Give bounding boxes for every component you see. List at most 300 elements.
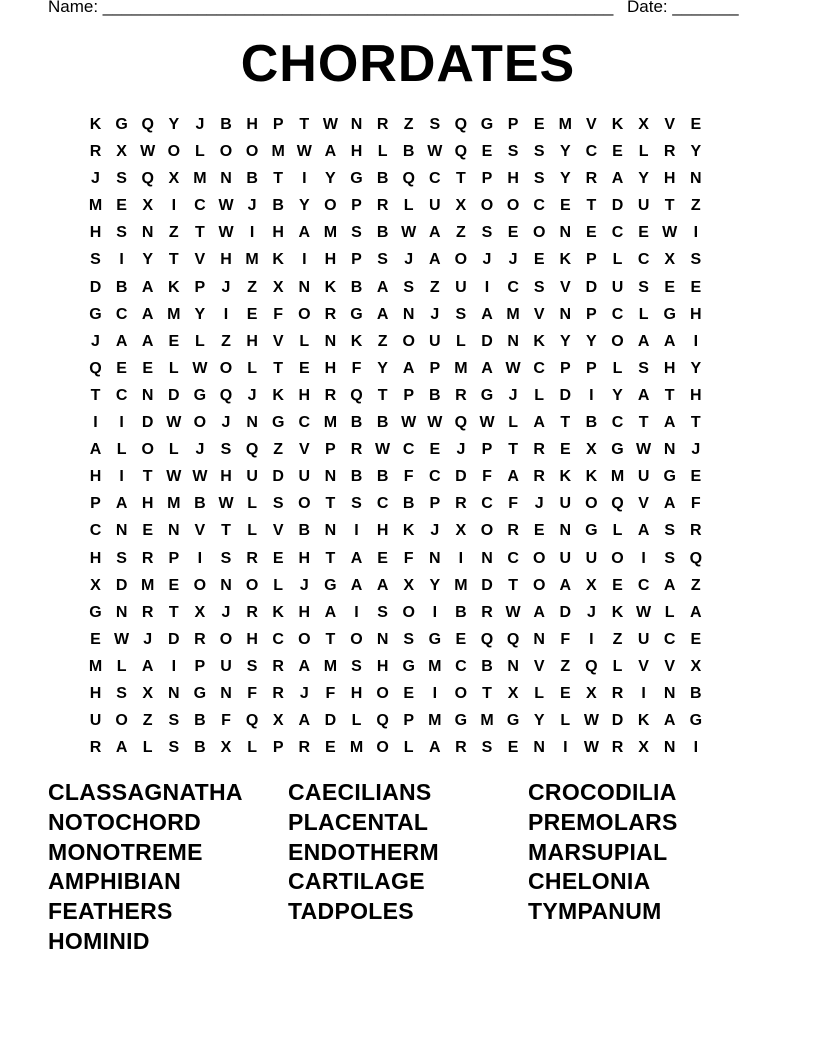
grid-cell: A	[533, 603, 545, 621]
grid-cell: J	[221, 414, 231, 432]
grid-cell: E	[559, 197, 571, 215]
grid-cell: Y	[690, 359, 702, 377]
grid-cell: X	[586, 576, 597, 594]
grid-cell: N	[376, 630, 389, 648]
grid-cell: G	[585, 522, 598, 540]
grid-cell: X	[272, 278, 284, 296]
grid-cell: Q	[89, 359, 102, 377]
grid-cell: L	[299, 332, 310, 350]
grid-cell: A	[637, 332, 650, 350]
grid-cell: A	[533, 414, 545, 432]
grid-cell: C	[115, 305, 128, 323]
grid-cell: P	[351, 251, 362, 269]
grid-cell: M	[88, 657, 103, 675]
grid-cell: M	[323, 657, 338, 675]
grid-cell: D	[141, 414, 154, 432]
grid-cell: R	[350, 441, 363, 459]
grid-cell: Z	[273, 441, 284, 459]
grid-cell: M	[610, 468, 625, 486]
grid-cell: I	[197, 549, 203, 567]
grid-cell: R	[89, 143, 102, 161]
grid-cell: P	[586, 359, 597, 377]
grid-cell: U	[429, 332, 441, 350]
grid-cell: M	[167, 305, 181, 323]
grid-cell: O	[298, 630, 311, 648]
grid-cell: M	[323, 414, 338, 432]
grid-cell: S	[116, 224, 127, 242]
grid-cell: O	[115, 712, 128, 730]
grid-cell: I	[693, 332, 699, 350]
grid-cell: N	[663, 739, 676, 757]
grid-cell: E	[272, 549, 284, 567]
grid-cell: N	[324, 522, 337, 540]
grid-cell: T	[273, 359, 284, 377]
word-list-item: CROCODILIA	[528, 779, 677, 805]
grid-cell: Z	[690, 197, 701, 215]
grid-cell: P	[481, 441, 493, 459]
grid-cell: O	[245, 143, 259, 161]
grid-cell: B	[690, 684, 702, 702]
grid-cell: J	[247, 197, 257, 215]
grid-cell: P	[586, 305, 597, 323]
grid-cell: A	[429, 224, 441, 242]
grid-cell: N	[115, 603, 128, 621]
grid-cell: D	[559, 386, 572, 404]
grid-cell: V	[638, 657, 649, 675]
grid-cell: A	[376, 278, 389, 296]
grid-cell: K	[533, 332, 545, 350]
grid-cell: O	[454, 251, 468, 269]
grid-cell: A	[324, 603, 337, 621]
grid-cell: F	[403, 549, 414, 567]
grid-cell: M	[454, 359, 468, 377]
grid-cell: T	[90, 386, 101, 404]
grid-cell: L	[403, 739, 414, 757]
grid-cell: C	[611, 305, 624, 323]
grid-cell: N	[507, 657, 519, 675]
grid-cell: Y	[298, 197, 310, 215]
grid-cell: R	[272, 684, 284, 702]
word-list-item: CHELONIA	[528, 868, 651, 895]
grid-cell: J	[691, 441, 701, 459]
grid-cell: H	[376, 657, 389, 675]
grid-cell: J	[91, 170, 100, 188]
grid-cell: B	[402, 495, 415, 513]
grid-cell: U	[637, 468, 650, 486]
grid-cell: Q	[245, 712, 259, 730]
grid-cell: T	[221, 522, 231, 540]
grid-cell: P	[403, 386, 415, 404]
grid-cell: W	[427, 414, 443, 432]
grid-cell: E	[142, 359, 154, 377]
grid-cell: J	[508, 386, 518, 404]
grid-cell: G	[454, 712, 468, 730]
grid-cell: B	[220, 116, 232, 133]
grid-cell: E	[403, 684, 415, 702]
grid-cell: M	[428, 712, 442, 730]
grid-cell: K	[272, 386, 284, 404]
grid-cell: R	[298, 739, 311, 757]
grid-cell: K	[559, 468, 572, 486]
grid-cell: H	[350, 684, 363, 702]
grid-cell: P	[168, 549, 180, 567]
grid-cell: Q	[480, 630, 494, 648]
grid-cell: K	[559, 251, 572, 269]
grid-cell: B	[585, 414, 598, 432]
grid-cell: J	[91, 332, 100, 350]
grid-cell: Q	[611, 495, 624, 513]
grid-cell: V	[533, 657, 545, 675]
grid-cell: X	[116, 143, 127, 161]
grid-cell: L	[168, 441, 179, 459]
grid-cell: X	[455, 197, 467, 215]
grid-cell: H	[376, 522, 389, 540]
grid-cell: C	[663, 630, 676, 648]
grid-cell: F	[508, 495, 518, 513]
grid-cell: P	[90, 495, 101, 513]
grid-cell: S	[533, 278, 545, 296]
grid-cell: Y	[559, 170, 571, 188]
grid-cell: I	[302, 170, 307, 188]
grid-cell: Y	[638, 170, 649, 188]
grid-cell: V	[298, 441, 310, 459]
grid-cell: M	[480, 712, 494, 730]
grid-cell: B	[455, 603, 467, 621]
grid-cell: Q	[219, 386, 233, 404]
grid-cell: Q	[454, 414, 468, 432]
grid-cell: V	[533, 305, 545, 323]
grid-cell: P	[194, 657, 206, 675]
grid-cell: F	[325, 684, 336, 702]
grid-cell: N	[324, 468, 337, 486]
name-field-label: Name: ______________________________________________________	[48, 0, 614, 16]
grid-cell: J	[508, 251, 518, 269]
grid-cell: B	[376, 414, 389, 432]
grid-cell: P	[507, 116, 519, 133]
grid-cell: E	[142, 522, 154, 540]
grid-cell: D	[611, 712, 624, 730]
grid-cell: C	[533, 197, 545, 215]
grid-cell: L	[168, 359, 179, 377]
grid-cell: I	[589, 630, 594, 648]
word-list-item: FEATHERS	[48, 898, 173, 925]
word-list-item: TADPOLES	[288, 898, 414, 925]
grid-cell: M	[506, 305, 520, 323]
grid-cell: A	[481, 359, 493, 377]
grid-cell: Y	[377, 359, 388, 377]
grid-cell: A	[350, 576, 363, 594]
grid-cell: S	[377, 603, 388, 621]
grid-cell: U	[455, 278, 467, 296]
grid-cell: T	[664, 197, 675, 215]
grid-cell: D	[272, 468, 284, 486]
grid-cell: G	[611, 441, 624, 459]
grid-cell: H	[89, 549, 102, 567]
grid-cell: O	[402, 332, 415, 350]
grid-cell: A	[559, 576, 572, 594]
grid-cell: V	[638, 495, 649, 513]
grid-cell: C	[194, 197, 206, 215]
grid-cell: I	[354, 522, 359, 540]
grid-cell: T	[482, 684, 492, 702]
grid-cell: W	[218, 224, 234, 242]
grid-cell: Y	[586, 332, 597, 350]
grid-cell: X	[90, 576, 101, 594]
grid-cell: Z	[690, 576, 701, 594]
grid-cell: L	[142, 739, 153, 757]
grid-cell: G	[193, 386, 207, 404]
grid-cell: K	[272, 603, 284, 621]
grid-cell: N	[168, 684, 180, 702]
grid-cell: O	[167, 143, 181, 161]
grid-cell: U	[559, 549, 572, 567]
grid-cell: O	[219, 359, 233, 377]
grid-cell: T	[325, 549, 336, 567]
grid-cell: N	[220, 170, 232, 188]
grid-cell: N	[298, 278, 311, 296]
grid-cell: E	[116, 359, 127, 377]
grid-cell: Y	[612, 386, 623, 404]
grid-cell: A	[429, 739, 441, 757]
grid-cell: E	[586, 224, 597, 242]
grid-cell: F	[482, 468, 492, 486]
grid-cell: M	[141, 576, 155, 594]
grid-cell: N	[220, 576, 232, 594]
grid-cell: L	[456, 332, 466, 350]
grid-cell: Q	[402, 170, 415, 188]
grid-cell: W	[505, 359, 521, 377]
grid-cell: E	[455, 630, 467, 648]
grid-cell: L	[612, 251, 623, 269]
grid-cell: I	[641, 549, 646, 567]
grid-cell: O	[506, 197, 520, 215]
grid-cell: H	[324, 359, 337, 377]
grid-cell: X	[664, 251, 676, 269]
grid-cell: F	[273, 305, 284, 323]
grid-cell: E	[690, 116, 702, 133]
grid-cell: H	[663, 170, 676, 188]
grid-cell: L	[247, 739, 257, 757]
grid-cell: T	[508, 441, 518, 459]
grid-cell: X	[168, 170, 180, 188]
grid-cell: N	[663, 684, 676, 702]
grid-cell: R	[533, 468, 545, 486]
word-list-item: PREMOLARS	[528, 808, 678, 835]
grid-cell: E	[481, 143, 493, 161]
grid-cell: C	[611, 224, 624, 242]
grid-cell: Y	[168, 116, 180, 133]
grid-cell: Z	[377, 332, 388, 350]
grid-cell: P	[429, 359, 441, 377]
grid-cell: N	[429, 549, 441, 567]
page-title: CHORDATES	[240, 35, 576, 93]
grid-cell: S	[403, 630, 415, 648]
grid-cell: S	[116, 684, 127, 702]
grid-cell: R	[141, 549, 154, 567]
grid-cell: J	[299, 576, 309, 594]
grid-cell: N	[168, 522, 180, 540]
grid-cell: V	[586, 116, 597, 133]
grid-cell: O	[298, 495, 311, 513]
grid-cell: G	[115, 116, 128, 133]
grid-cell: J	[299, 684, 309, 702]
grid-cell: B	[376, 170, 389, 188]
grid-cell: P	[325, 441, 336, 459]
grid-cell: A	[611, 170, 624, 188]
grid-cell: G	[89, 603, 102, 621]
grid-cell: A	[637, 522, 650, 540]
grid-cell: R	[690, 522, 702, 540]
grid-cell: S	[246, 657, 258, 675]
grid-cell: A	[141, 332, 154, 350]
grid-cell: N	[663, 441, 676, 459]
grid-cell: R	[324, 386, 337, 404]
grid-cell: R	[194, 630, 206, 648]
grid-cell: W	[636, 441, 652, 459]
grid-cell: G	[480, 386, 494, 404]
grid-cell: A	[637, 386, 650, 404]
grid-cell: O	[454, 684, 468, 702]
grid-cell: U	[298, 468, 311, 486]
grid-cell: T	[586, 197, 597, 215]
grid-cell: W	[218, 197, 234, 215]
grid-cell: A	[663, 495, 676, 513]
grid-cell: I	[458, 549, 464, 567]
grid-cell: A	[298, 224, 311, 242]
grid-cell: I	[171, 197, 177, 215]
grid-cell: Y	[142, 251, 154, 269]
grid-cell: P	[272, 739, 284, 757]
grid-cell: E	[116, 197, 127, 215]
grid-cell: N	[507, 332, 519, 350]
grid-cell: H	[246, 332, 258, 350]
grid-cell: X	[507, 684, 519, 702]
grid-cell: E	[298, 359, 310, 377]
grid-cell: Z	[560, 657, 571, 675]
grid-cell: I	[484, 278, 490, 296]
grid-cell: W	[192, 468, 208, 486]
grid-cell: S	[220, 441, 232, 459]
grid-cell: W	[166, 468, 182, 486]
grid-cell: E	[690, 468, 702, 486]
grid-cell: Q	[376, 712, 389, 730]
grid-cell: E	[325, 739, 336, 757]
grid-cell: O	[193, 576, 207, 594]
grid-cell: T	[456, 170, 466, 188]
grid-cell: J	[430, 522, 440, 540]
grid-cell: V	[559, 278, 571, 296]
grid-cell: W	[114, 630, 130, 648]
grid-cell: K	[168, 278, 180, 296]
grid-cell: C	[298, 414, 311, 432]
grid-cell: J	[221, 278, 231, 296]
grid-cell: L	[403, 197, 414, 215]
grid-cell: C	[481, 495, 493, 513]
grid-cell: F	[351, 359, 362, 377]
grid-cell: G	[663, 468, 676, 486]
grid-cell: X	[690, 657, 702, 675]
grid-cell: B	[402, 143, 415, 161]
grid-cell: A	[663, 414, 676, 432]
grid-cell: U	[585, 549, 598, 567]
grid-cell: T	[325, 495, 336, 513]
grid-cell: Q	[454, 116, 468, 133]
grid-cell: P	[429, 495, 441, 513]
grid-cell: G	[193, 684, 207, 702]
grid-cell: R	[585, 170, 598, 188]
grid-cell: Z	[612, 630, 623, 648]
grid-cell: V	[664, 116, 676, 133]
grid-cell: O	[611, 549, 624, 567]
grid-cell: J	[195, 116, 205, 133]
grid-cell: C	[507, 278, 519, 296]
grid-cell: L	[195, 332, 205, 350]
grid-cell: C	[533, 359, 545, 377]
grid-cell: O	[402, 603, 415, 621]
grid-cell: R	[663, 143, 676, 161]
grid-cell: H	[350, 143, 363, 161]
grid-cell: D	[168, 630, 180, 648]
grid-cell: A	[89, 441, 102, 459]
grid-cell: T	[690, 414, 701, 432]
grid-cell: I	[432, 684, 438, 702]
grid-cell: T	[560, 414, 571, 432]
grid-cell: E	[377, 549, 388, 567]
grid-cell: E	[559, 441, 571, 459]
grid-cell: G	[402, 657, 415, 675]
grid-cell: H	[298, 603, 311, 621]
grid-cell: O	[141, 441, 154, 459]
grid-cell: W	[192, 359, 208, 377]
grid-cell: W	[296, 143, 312, 161]
grid-cell: I	[693, 739, 699, 757]
grid-cell: J	[221, 603, 231, 621]
grid-cell: L	[638, 143, 649, 161]
word-list-item: PLACENTAL	[288, 808, 429, 835]
grid-cell: G	[271, 414, 285, 432]
grid-cell: A	[115, 495, 128, 513]
word-list-item: NOTOCHORD	[48, 808, 202, 835]
grid-cell: A	[663, 576, 676, 594]
grid-cell: G	[324, 576, 337, 594]
grid-cell: N	[115, 522, 128, 540]
grid-cell: S	[351, 657, 362, 675]
grid-cell: Z	[403, 116, 414, 133]
grid-cell: J	[143, 630, 153, 648]
grid-cell: Q	[689, 549, 703, 567]
grid-cell: X	[455, 522, 467, 540]
grid-cell: Z	[456, 224, 466, 242]
grid-cell: D	[559, 603, 572, 621]
grid-cell: W	[166, 414, 182, 432]
grid-cell: A	[402, 359, 415, 377]
grid-cell: U	[429, 197, 441, 215]
grid-cell: R	[507, 522, 519, 540]
grid-cell: Y	[690, 143, 702, 161]
grid-cell: I	[119, 468, 124, 486]
grid-cell: N	[533, 630, 545, 648]
grid-cell: R	[455, 739, 467, 757]
grid-cell: A	[141, 278, 154, 296]
grid-cell: M	[558, 116, 572, 133]
grid-cell: Z	[221, 332, 231, 350]
word-list-item: CAECILIANS	[288, 779, 432, 805]
grid-cell: T	[664, 386, 675, 404]
grid-cell: S	[116, 549, 127, 567]
grid-cell: X	[142, 684, 154, 702]
grid-cell: O	[585, 495, 598, 513]
grid-cell: P	[403, 712, 415, 730]
